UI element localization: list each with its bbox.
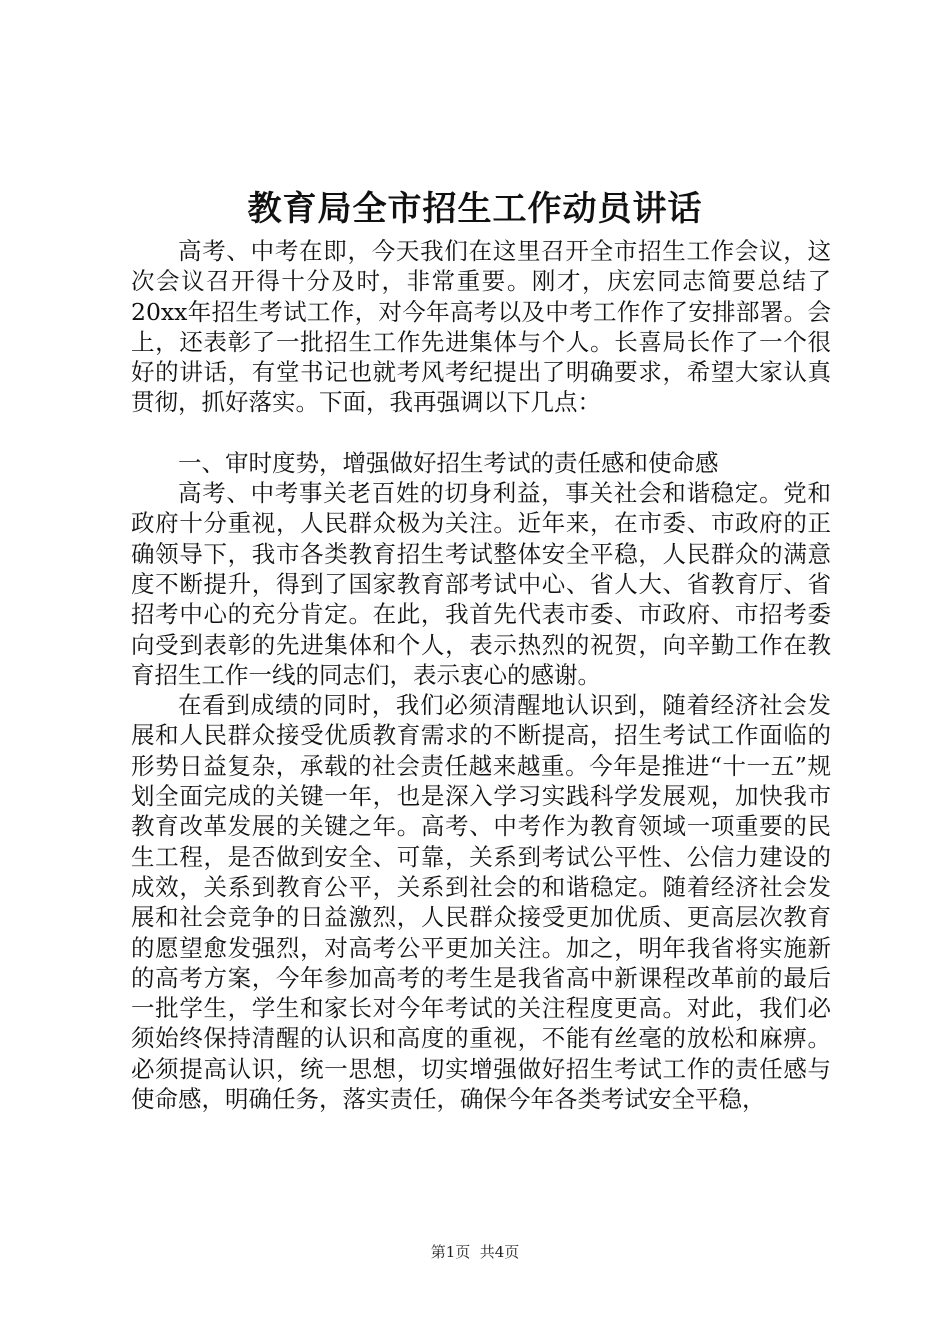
paragraph-challenges: 在看到成绩的同时，我们必须清醒地认识到，随着经济社会发展和人民群众接受优质教育需求的不断提高，招生考试工作面临的形势日益复杂，承载的社会责任越来越重。今年是推进“十一五”规划全面完成的关键一年，也是深入学习实践科学发展观，加快我市教育改革发展的关键之年。高考、中考作为教育领域一项重要的民生工程，是否做到安全、可靠，关系到考试公平性、公信力建设的成效，关系到教育公平，关系到社会的和谐稳定。随着经济社会发展和社会竞争的日益激烈，人民群众接受更加优质、更高层次教育的愿望愈发强烈，对高考公平更加关注。加之，明年我省将实施新的高考方案，今年参加高考的考生是我省高中新课程改革前的最后一批学生，学生和家长对今年考试的关注程度更高。对此，我们必须始终保持清醒的认识和高度的重视，不能有丝毫的放松和麻痹。必须提高认识，统一思想，切实增强做好招生考试工作的责任感与使命感，明确任务，落实责任，确保今年各类考试安全平稳， bbox=[131, 691, 831, 1114]
document-body bbox=[131, 236, 831, 1114]
document-title: 教育局全市招生工作动员讲话 bbox=[247, 189, 703, 229]
page-number: 第1页 共4页 bbox=[430, 1243, 520, 1261]
paragraph-achievements: 高考、中考事关老百姓的切身利益，事关社会和谐稳定。党和政府十分重视，人民群众极为关注。近年来，在市委、市政府的正确领导下，我市各类教育招生考试整体安全平稳，人民群众的满意度不断提升，得到了国家教育部考试中心、省人大、省教育厅、省招考中心的充分肯定。在此，我首先代表市委、市政府、市招考委向受到表彰的先进集体和个人，表示热烈的祝贺，向辛勤工作在教育招生工作一线的同志们，表示衷心的感谢。 bbox=[131, 479, 831, 689]
page-footer bbox=[0, 1242, 950, 1262]
section-heading-1: 一、审时度势，增强做好招生考试的责任感和使命感 bbox=[178, 448, 719, 477]
paragraph-intro: 高考、中考在即，今天我们在这里召开全市招生工作会议，这次会议召开得十分及时，非常重要。刚才，庆宏同志简要总结了20xx年招生考试工作，对今年高考以及中考工作作了安排部署。会上，还表彰了一批招生工作先进集体与个人。长喜局长作了一个很好的讲话，有堂书记也就考风考纪提出了明确要求，希望大家认真贯彻，抓好落实。下面，我再强调以下几点： bbox=[131, 237, 831, 417]
